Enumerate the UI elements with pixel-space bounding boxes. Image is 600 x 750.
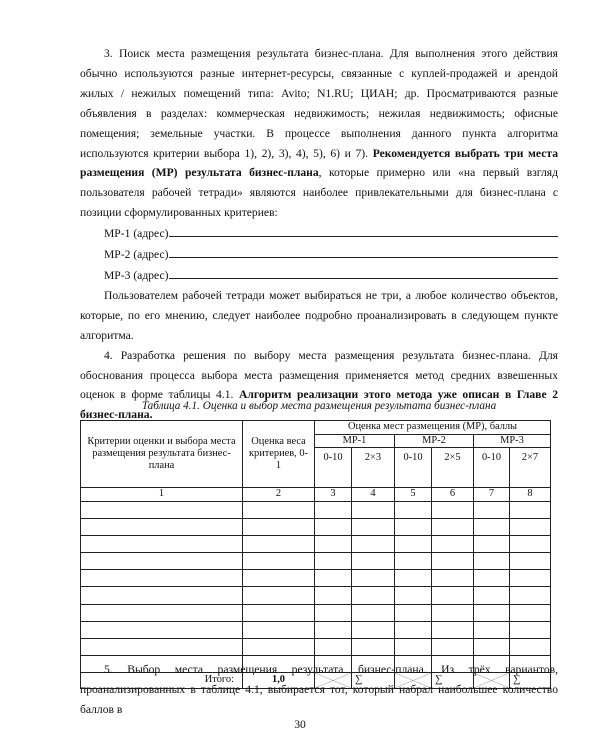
step-3-text-part-a: 3. Поиск места размещения результата бизнес-плана. Для выполнения этого действия обычно используются разные интернет-ресурсы, связанные с куплей-продажей и арендой жилых / нежилых помещений типа: Avito; N1.RU; ЦИАН; др. Просматриваются разные объявления в разделах: коммерческая недвижимость; нежилая недвижимость; офисные помещения; земельные участки. В процессе выполнения данного пункта алгоритма используются критерии выбора 1), 2), 3), 4), 5), 6) и 7). xyxy=(80,47,558,160)
header-mp-3-score: 0-10 xyxy=(474,448,510,488)
table-cell xyxy=(395,638,432,655)
step-3-recommendation: Рекомендуется выбрать три места размещения (МР) результата бизнес-плана xyxy=(80,146,558,180)
table-empty-row xyxy=(81,587,551,604)
table-cell xyxy=(395,570,432,587)
table-cell xyxy=(432,587,474,604)
table-cell xyxy=(352,519,395,536)
mp-3-address-field xyxy=(169,265,558,279)
table-empty-row xyxy=(81,638,551,655)
header-mp-1-weighted: 2×3 xyxy=(352,448,395,488)
table-cell xyxy=(510,553,551,570)
column-number: 8 xyxy=(510,488,551,502)
table-cell xyxy=(395,519,432,536)
table-cell xyxy=(243,587,315,604)
table-cell xyxy=(352,536,395,553)
table-cell xyxy=(315,536,352,553)
table-cell xyxy=(81,604,243,621)
header-mp-1-score: 0-10 xyxy=(315,448,352,488)
table-cell xyxy=(432,536,474,553)
step-3-text xyxy=(80,44,558,223)
total-weight: 1,0 xyxy=(243,672,315,688)
step-4-bold-note: Алгоритм реализации этого метода уже описан в Главе 2 бизнес-плана. xyxy=(80,388,558,422)
table-cell xyxy=(81,570,243,587)
table-cell xyxy=(81,536,243,553)
table-cell xyxy=(352,553,395,570)
table-cell xyxy=(315,604,352,621)
table-cell xyxy=(510,621,551,638)
table-column-numbers-row xyxy=(81,488,551,502)
mp-2-label: МР-2 (адрес) xyxy=(104,248,169,262)
table-cell xyxy=(432,621,474,638)
mp-1-sum: ∑ xyxy=(352,672,395,688)
table-cell xyxy=(474,604,510,621)
paragraph-step-4 xyxy=(80,346,558,426)
mp-2-sum: ∑ xyxy=(432,672,474,688)
table-cell xyxy=(81,553,243,570)
table-cell xyxy=(243,536,315,553)
table-header-row xyxy=(81,421,551,435)
table-cell xyxy=(352,604,395,621)
mp-1-label: МР-1 (адрес) xyxy=(104,227,169,241)
table-empty-row xyxy=(81,502,551,519)
table-empty-row xyxy=(81,621,551,638)
table-cell xyxy=(474,587,510,604)
table-cell xyxy=(510,604,551,621)
step-4-text: 4. Разработка решения по выбору места размещения результата бизнес-плана. Для обоснования процесса выбора места размещения применяется метод средних взвешенных оценок в форме таблицы 4.1. xyxy=(80,348,558,402)
table-cell xyxy=(510,502,551,519)
paragraph-step-3 xyxy=(80,44,558,425)
table-cell xyxy=(510,638,551,655)
mp-2-address-field xyxy=(169,244,558,258)
header-scores: Оценка мест размещения (МР), баллы xyxy=(315,421,551,435)
paragraph-step-5 xyxy=(80,660,558,720)
table-empty-row xyxy=(81,553,551,570)
table-cell xyxy=(510,519,551,536)
table-cell xyxy=(474,621,510,638)
header-weight: Оценка веса критериев, 0-1 xyxy=(243,421,315,488)
table-cell xyxy=(432,519,474,536)
mp-3-sum: ∑ xyxy=(510,672,551,688)
table-cell xyxy=(474,638,510,655)
header-mp-2: МР-2 xyxy=(395,435,474,448)
page-number: 30 xyxy=(294,718,306,731)
table-cell xyxy=(474,502,510,519)
table-empty-row xyxy=(81,519,551,536)
table-cell xyxy=(352,621,395,638)
table-cell xyxy=(510,570,551,587)
column-number: 5 xyxy=(395,488,432,502)
step-3-text-part-b: , которые примерно или «на первый взгляд пользователя рабочей тетради» являются наиболее привлекательными для бизнес-плана с позиции сформулированных критериев: xyxy=(80,166,558,220)
table-cell xyxy=(315,502,352,519)
header-mp-3-weighted: 2×7 xyxy=(510,448,551,488)
table-cell xyxy=(352,502,395,519)
total-label: Итого: xyxy=(81,672,243,688)
table-cell xyxy=(395,587,432,604)
column-number: 6 xyxy=(432,488,474,502)
mp-1-address-field xyxy=(169,223,558,237)
table-cell xyxy=(432,570,474,587)
column-number: 2 xyxy=(243,488,315,502)
table-cell xyxy=(432,638,474,655)
table-cell xyxy=(474,536,510,553)
table-cell xyxy=(432,502,474,519)
table-cell xyxy=(474,570,510,587)
step-5-text: 5. Выбор места размещения результата бизнес-плана. Из трёх вариантов, проанализированных в таблице 4.1, выбирается тот, который набрал наибольшее количество баллов в xyxy=(80,663,558,716)
table-cell xyxy=(243,638,315,655)
header-mp-1: МР-1 xyxy=(315,435,395,448)
table-cell xyxy=(432,604,474,621)
table-cell xyxy=(315,587,352,604)
table-cell xyxy=(395,604,432,621)
mp-1-address-line xyxy=(80,223,558,244)
column-number: 7 xyxy=(474,488,510,502)
table-cell xyxy=(243,570,315,587)
table-cell xyxy=(243,621,315,638)
table-cell xyxy=(315,570,352,587)
header-mp-2-weighted: 2×5 xyxy=(432,448,474,488)
table-cell xyxy=(474,553,510,570)
table-cell xyxy=(510,587,551,604)
table-cell xyxy=(81,638,243,655)
table-cell xyxy=(395,536,432,553)
table-cell xyxy=(243,553,315,570)
table-cell xyxy=(315,553,352,570)
mp-2-address-line xyxy=(80,244,558,265)
mp-3-address-line xyxy=(80,265,558,286)
table-cell xyxy=(315,638,352,655)
table-cell xyxy=(243,502,315,519)
table-cell xyxy=(243,604,315,621)
table-cell xyxy=(81,621,243,638)
table-cell xyxy=(315,621,352,638)
table-caption: Таблица 4.1. Оценка и выбор места размещения результата бизнес-плана xyxy=(141,400,497,412)
paragraph-user-note: Пользователем рабочей тетради может выбираться не три, а любое количество объектов, которые, по его мнению, следует наиболее подробно проанализировать в следующем пункте алгоритма. xyxy=(80,288,558,342)
table-cell xyxy=(395,553,432,570)
header-criteria: Критерии оценки и выбора места размещения результата бизнес-плана xyxy=(81,421,243,488)
table-cell xyxy=(395,621,432,638)
table-empty-row xyxy=(81,570,551,587)
evaluation-table xyxy=(80,420,551,689)
mp-3-label: МР-3 (адрес) xyxy=(104,268,169,282)
table-cell xyxy=(395,502,432,519)
table-empty-row xyxy=(81,604,551,621)
table-cell xyxy=(81,587,243,604)
column-number: 4 xyxy=(352,488,395,502)
table-cell xyxy=(81,519,243,536)
table-cell xyxy=(352,587,395,604)
column-number: 3 xyxy=(315,488,352,502)
table-cell xyxy=(432,553,474,570)
column-number: 1 xyxy=(81,488,243,502)
table-cell xyxy=(352,570,395,587)
header-mp-3: МР-3 xyxy=(474,435,551,448)
table-cell xyxy=(352,638,395,655)
header-mp-2-score: 0-10 xyxy=(395,448,432,488)
table-empty-row xyxy=(81,536,551,553)
table-cell xyxy=(510,536,551,553)
table-cell xyxy=(243,519,315,536)
table-cell xyxy=(474,519,510,536)
table-cell xyxy=(315,519,352,536)
table-cell xyxy=(81,502,243,519)
